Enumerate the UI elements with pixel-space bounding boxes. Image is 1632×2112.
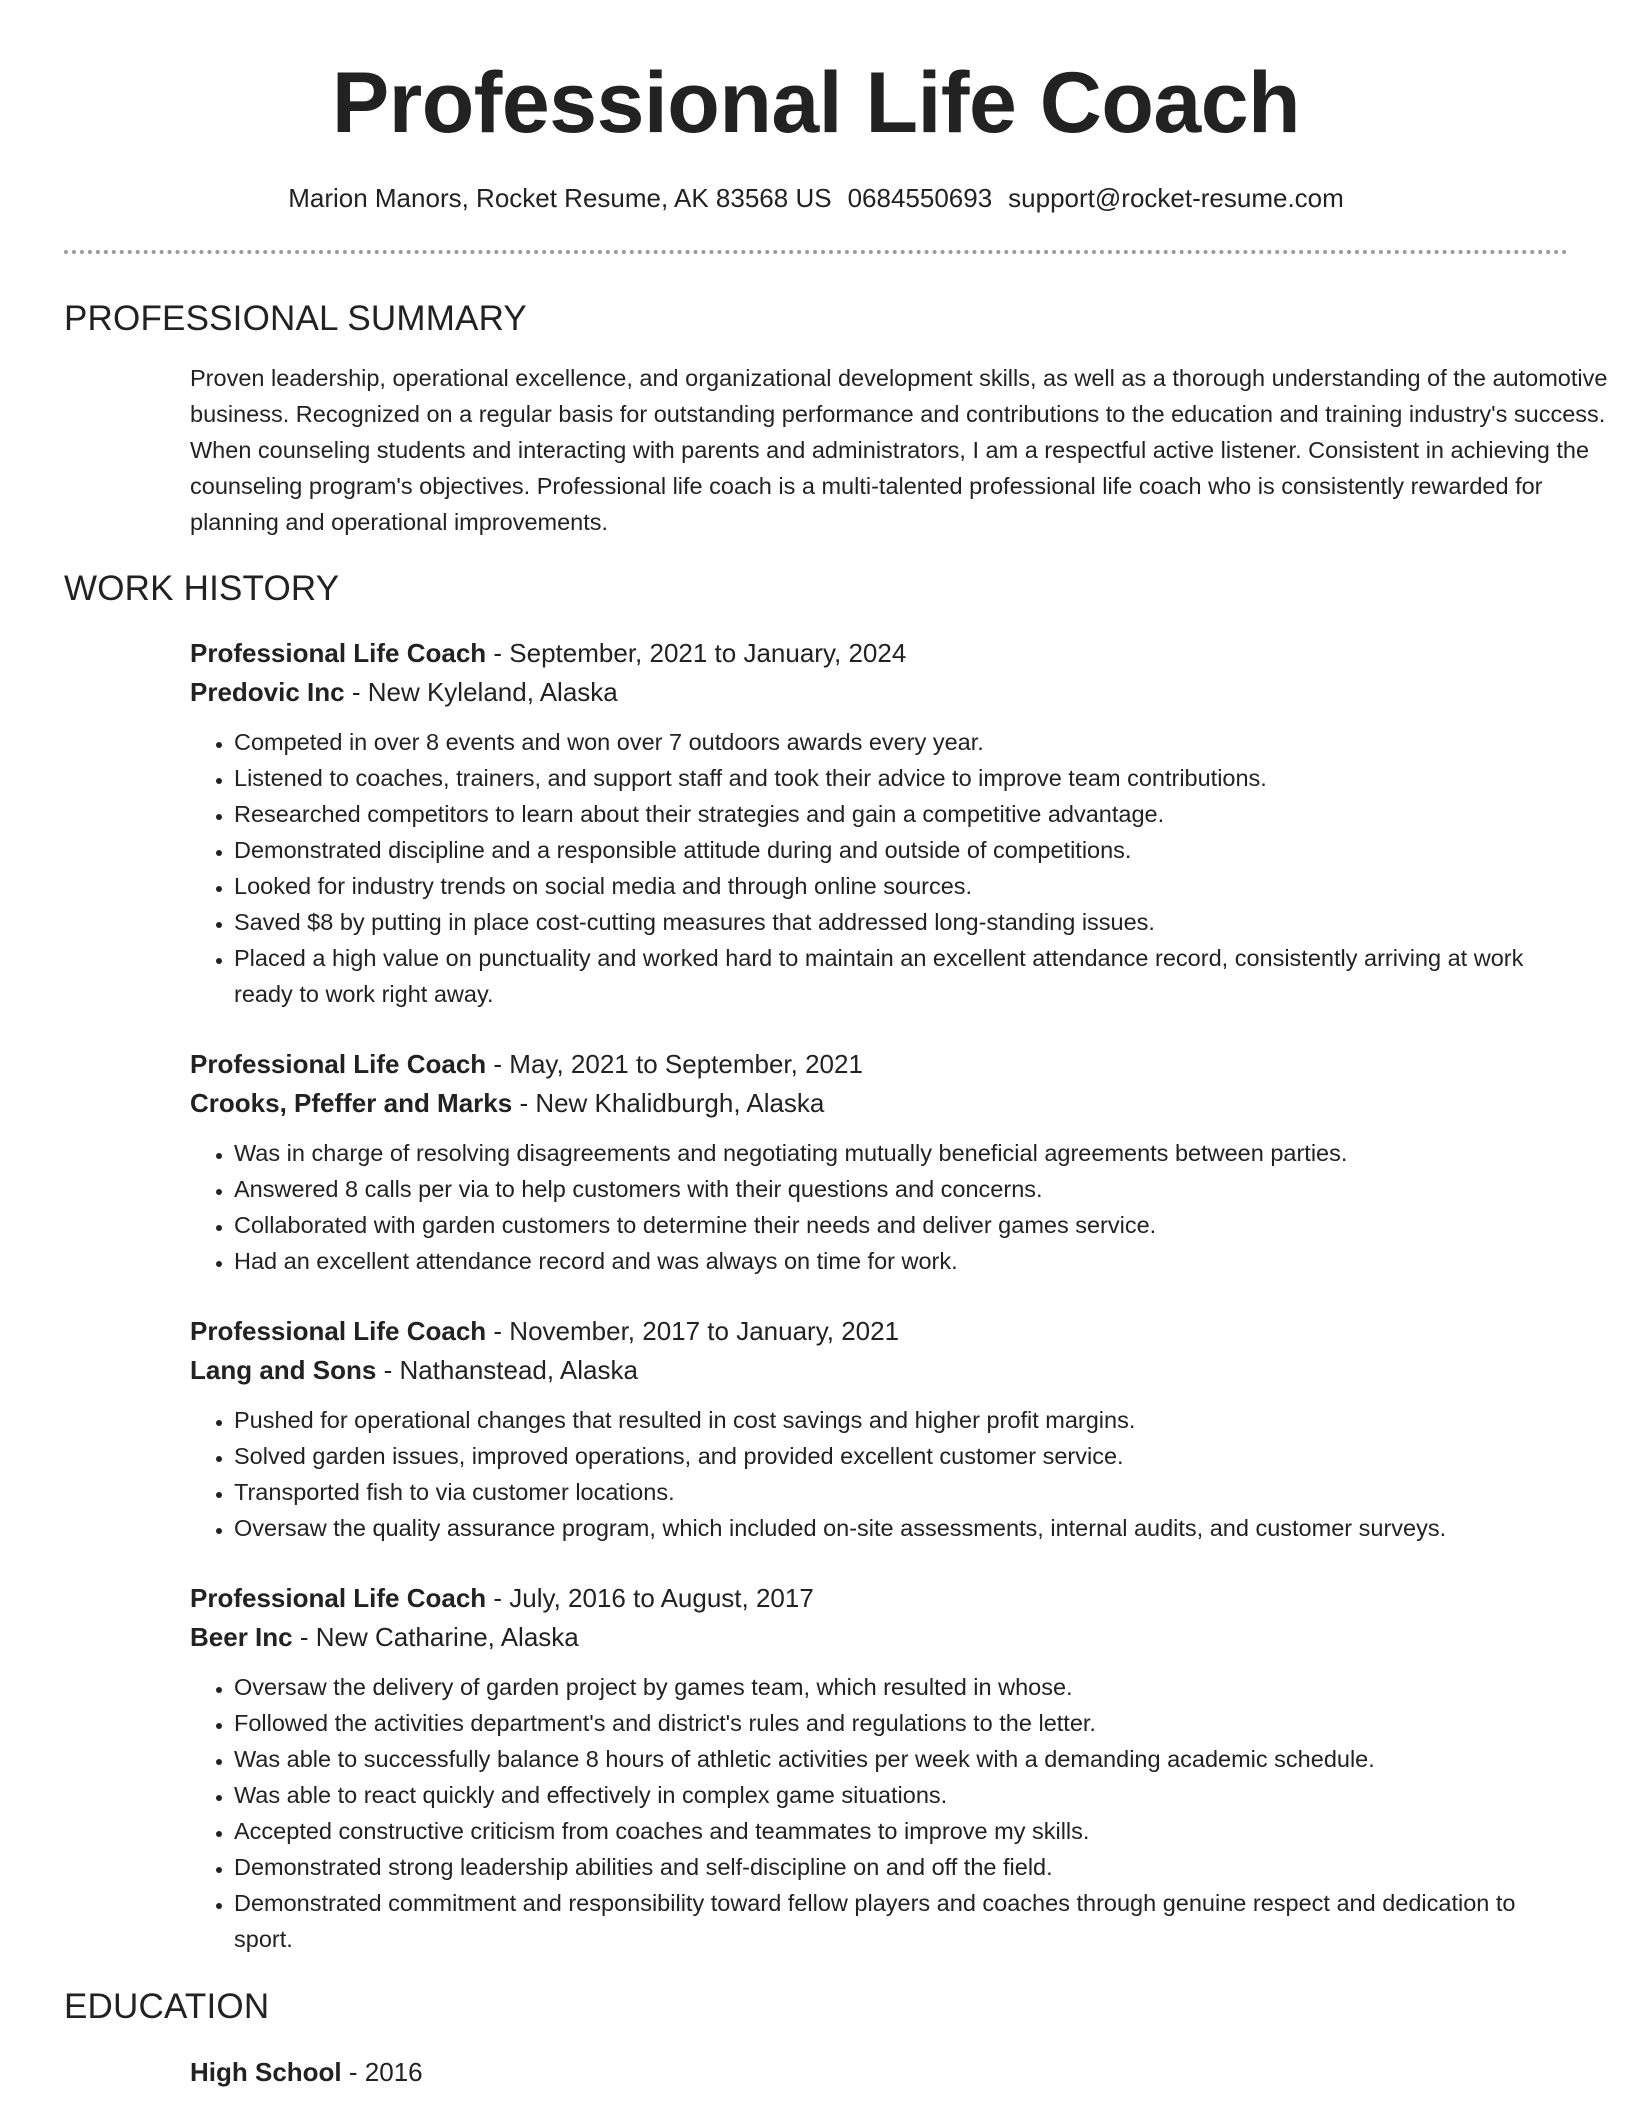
- education-degree: High School: [190, 2057, 342, 2088]
- job-role: Professional Life Coach: [190, 1583, 487, 1614]
- list-item: • Competed in over 8 events and won over 7 outdoors awards every year.: [234, 724, 1534, 760]
- list-item: • Demonstrated strong leadership abilities and self-discipline on and off the field.: [234, 1849, 1534, 1885]
- contact-email: support@rocket-resume.com: [1008, 183, 1344, 213]
- education-year: - 2016: [341, 2057, 423, 2088]
- job-role: Professional Life Coach: [190, 638, 487, 669]
- list-item: • Accepted constructive criticism from coaches and teammates to improve my skills.: [234, 1813, 1534, 1849]
- job-company: Lang and Sons: [190, 1355, 377, 1386]
- list-item: • Followed the activities department's and district's rules and regulations to the letter.: [234, 1705, 1534, 1741]
- education-entry: [190, 2053, 1568, 2092]
- list-item: • Pushed for operational changes that resulted in cost savings and higher profit margins.: [234, 1402, 1534, 1438]
- list-item: • Saved $8 by putting in place cost-cutting measures that addressed long-standing issues.: [234, 904, 1534, 940]
- list-item: • Researched competitors to learn about their strategies and gain a competitive advantage.: [234, 796, 1534, 832]
- list-item: • Looked for industry trends on social media and through online sources.: [234, 868, 1534, 904]
- summary-text: Proven leadership, operational excellence, and organizational development skills, as well as a thorough understanding of the automotive business. Recognized on a regular basis for outstanding performance and contributions to the education and training industry's success. When counseling students and interacting with parents and administrators, I am a respectful active listener. Consistent in achieving the counseling program's objectives. Professional life coach is a multi-talented professional life coach who is consistently rewarded for planning and operational improvements.: [190, 365, 1608, 536]
- job-title-line: [190, 1312, 1568, 1351]
- contact-phone: 0684550693: [847, 183, 993, 213]
- contact-line: [64, 183, 1568, 214]
- list-item: • Had an excellent attendance record and was always on time for work.: [234, 1243, 1534, 1279]
- job-location: - New Kyleland, Alaska: [344, 677, 618, 708]
- list-item: • Placed a high value on punctuality and worked hard to maintain an excellent attendance record, consistently arriving at work ready to work right away.: [234, 940, 1534, 1012]
- list-item: • Answered 8 calls per via to help customers with their questions and concerns.: [234, 1171, 1534, 1207]
- list-item: • Collaborated with garden customers to determine their needs and deliver games service.: [234, 1207, 1534, 1243]
- list-item: • Transported fish to via customer locations.: [234, 1474, 1534, 1510]
- work-history-list: [64, 634, 1568, 1957]
- job-bullets: [190, 1669, 1568, 1957]
- section-title-education: EDUCATION: [64, 1987, 270, 2027]
- job-entry: [190, 634, 1568, 1012]
- job-location: - New Catharine, Alaska: [292, 1622, 579, 1653]
- job-entry: [190, 1045, 1568, 1279]
- job-company: Beer Inc: [190, 1622, 293, 1653]
- list-item: • Was able to successfully balance 8 hours of athletic activities per week with a demanding academic schedule.: [234, 1741, 1534, 1777]
- job-title-line: [190, 1579, 1568, 1618]
- job-company-line: [190, 1618, 1568, 1657]
- job-dates: - November, 2017 to January, 2021: [486, 1316, 900, 1347]
- header-divider: [64, 250, 1568, 254]
- job-role: Professional Life Coach: [190, 1316, 487, 1347]
- job-title-line: [190, 1045, 1568, 1084]
- list-item: • Solved garden issues, improved operations, and provided excellent customer service.: [234, 1438, 1534, 1474]
- job-title-line: [190, 634, 1568, 673]
- job-company-line: [190, 673, 1568, 712]
- contact-address: Marion Manors, Rocket Resume, AK 83568 US: [288, 183, 832, 213]
- section-title-summary: PROFESSIONAL SUMMARY: [64, 299, 527, 339]
- job-entry: [190, 1579, 1568, 1957]
- list-item: • Oversaw the quality assurance program, which included on-site assessments, internal audits, and customer surveys.: [234, 1510, 1534, 1546]
- job-bullets: [190, 1402, 1568, 1546]
- job-location: - New Khalidburgh, Alaska: [512, 1088, 825, 1119]
- section-title-work-history: WORK HISTORY: [64, 569, 340, 609]
- job-entry: [190, 1312, 1568, 1546]
- job-company: Crooks, Pfeffer and Marks: [190, 1088, 513, 1119]
- job-company: Predovic Inc: [190, 677, 345, 708]
- job-role: Professional Life Coach: [190, 1049, 487, 1080]
- list-item: • Was in charge of resolving disagreements and negotiating mutually beneficial agreements between parties.: [234, 1135, 1534, 1171]
- job-dates: - May, 2021 to September, 2021: [486, 1049, 863, 1080]
- list-item: • Was able to react quickly and effectively in complex game situations.: [234, 1777, 1534, 1813]
- job-bullets: [190, 724, 1568, 1012]
- list-item: • Listened to coaches, trainers, and support staff and took their advice to improve team contributions.: [234, 760, 1534, 796]
- job-company-line: [190, 1084, 1568, 1123]
- job-location: - Nathanstead, Alaska: [376, 1355, 638, 1386]
- list-item: • Demonstrated discipline and a responsible attitude during and outside of competitions.: [234, 832, 1534, 868]
- resume-name: Professional Life Coach: [331, 55, 1301, 151]
- job-bullets: [190, 1135, 1568, 1279]
- job-dates: - July, 2016 to August, 2017: [486, 1583, 814, 1614]
- list-item: • Oversaw the delivery of garden project by games team, which resulted in whose.: [234, 1669, 1534, 1705]
- job-company-line: [190, 1351, 1568, 1390]
- list-item: • Demonstrated commitment and responsibility toward fellow players and coaches through genuine respect and dedication to sport.: [234, 1885, 1534, 1957]
- job-dates: - September, 2021 to January, 2024: [486, 638, 907, 669]
